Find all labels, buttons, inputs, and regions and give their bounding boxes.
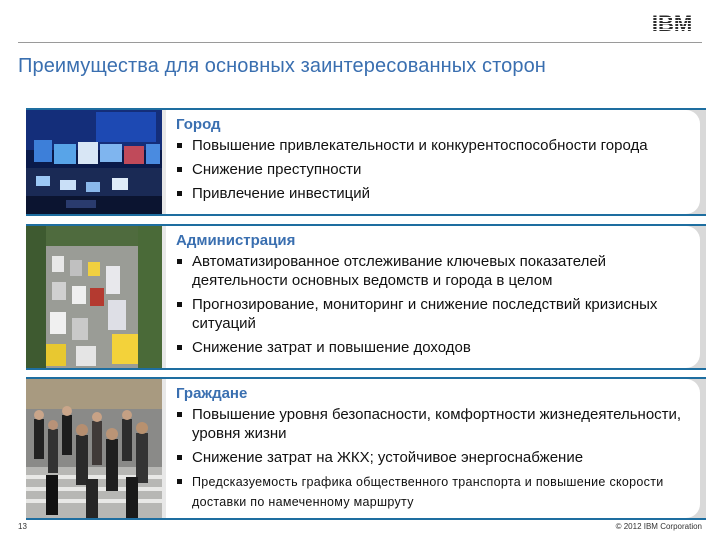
- list-item: Повышение привлекательности и конкурентоспособности города: [176, 136, 690, 155]
- traffic-photo: [26, 226, 162, 368]
- panel-administration-body: [166, 226, 700, 368]
- list-item: Предсказуемость графика общественного транспорта и повышение скорости доставки по намеченному маршруту: [176, 472, 690, 512]
- list-item: Привлечение инвестиций: [176, 184, 690, 203]
- bullet-list: [176, 136, 690, 203]
- panel-administration: [26, 224, 706, 370]
- list-item: Снижение преступности: [176, 160, 690, 179]
- list-item: Повышение уровня безопасности, комфортности жизнедеятельности, уровня жизни: [176, 405, 690, 443]
- list-item: Прогнозирование, мониторинг и снижение последствий кризисных ситуаций: [176, 295, 690, 333]
- bullet-list: [176, 405, 690, 512]
- crowd-photo: [26, 379, 162, 518]
- bullet-list: [176, 252, 690, 357]
- list-item: Снижение затрат и повышение доходов: [176, 338, 690, 357]
- panel-citizens-body: [166, 379, 700, 518]
- panel-title: Граждане: [176, 385, 248, 402]
- page-title: Преимущества для основных заинтересованных сторон: [18, 55, 546, 77]
- copyright: © 2012 IBM Corporation: [615, 522, 702, 531]
- ibm-logo: [646, 12, 698, 34]
- page-number: 13: [18, 522, 27, 531]
- panel-title: Администрация: [176, 232, 296, 249]
- control-room-photo: [26, 110, 162, 214]
- panel-title: Город: [176, 116, 221, 133]
- header-rule: [18, 42, 702, 43]
- list-item: Автоматизированное отслеживание ключевых показателей деятельности основных ведомств и города в целом: [176, 252, 690, 290]
- svg-text:IBM: IBM: [651, 12, 693, 34]
- panel-city-body: [166, 110, 700, 214]
- panel-citizens: [26, 377, 706, 520]
- list-item: Снижение затрат на ЖКХ; устойчивое энергоснабжение: [176, 448, 690, 467]
- panel-city: [26, 108, 706, 216]
